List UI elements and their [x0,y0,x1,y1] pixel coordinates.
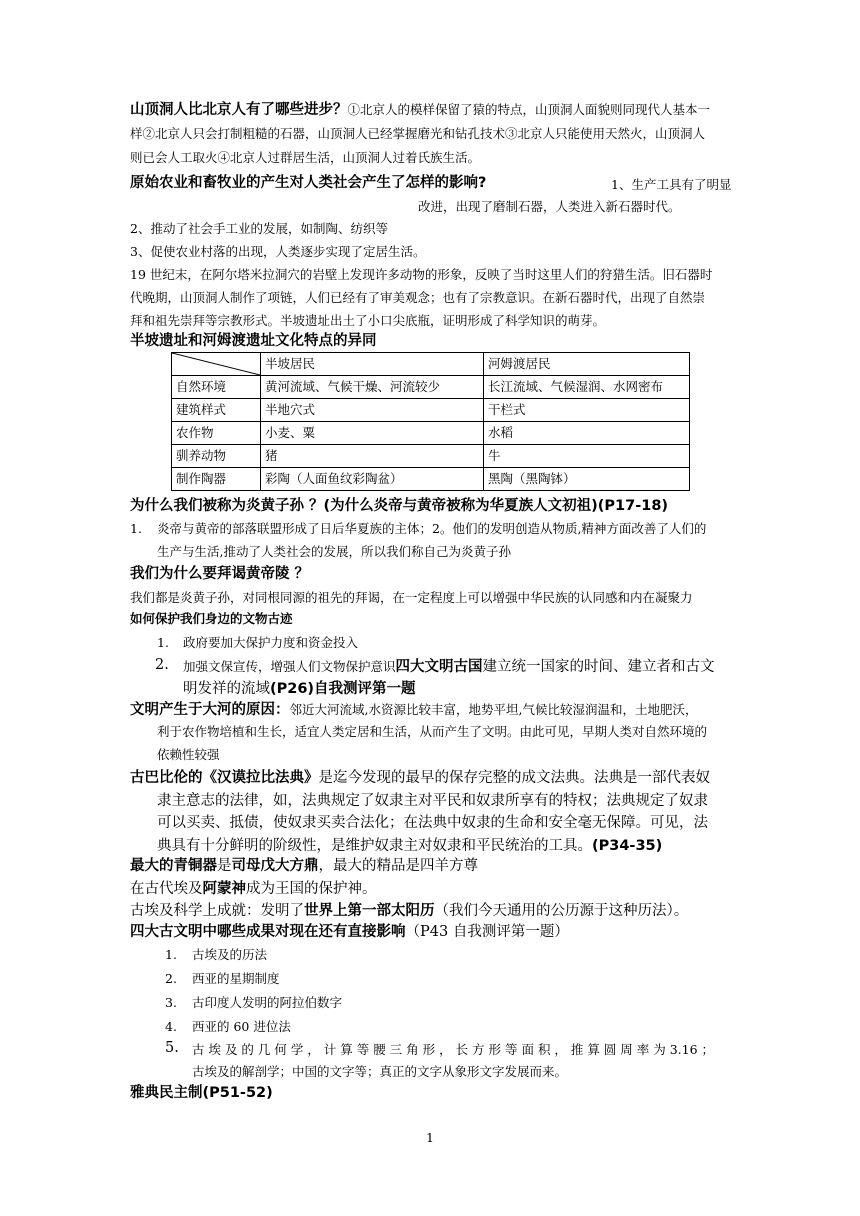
text-line: 3、促使农业村落的出现，人类逐步实现了定居生活。 [130,244,426,259]
text-line: 我们都是炎黄子孙，对同根同源的祖先的拜谒，在一定程度上可以增强中华民族的认同感和内在凝聚力 [130,590,693,605]
table-cell: 制作陶器 [172,468,261,491]
list-item: 政府要加大保护力度和资金投入 [183,635,359,650]
list-item: 西亚的星期制度 [192,971,280,986]
text-line: 改进，出现了磨制石器，人类进入新石器时代。 [418,199,681,214]
text-line: 山顶洞人比北京人有了哪些进步？①北京人的模样保留了猿的特点，山顶洞人面貌则同现代人基本一 [130,102,711,118]
text-line: 可以买卖、抵债，使奴隶买卖合法化；在法典中奴隶的生命和安全毫无保障。可见，法 [157,815,708,831]
text-line: 隶主意志的法律，如，法典规定了奴隶主对平民和奴隶所享有的特权；法典规定了奴隶 [157,793,708,809]
text-line: 四大古文明中哪些成果对现在还有直接影响（P43 自我测评第一题） [130,924,569,940]
text-line: 依赖性较强 [157,747,220,762]
table-row [172,376,690,399]
text-line: 19 世纪末，在阿尔塔米拉洞穴的岩壁上发现许多动物的形象，反映了当时这里人们的狩猎生活。旧石器时 [130,267,713,282]
list-number: 5. [165,1040,179,1056]
text-line: 利于农作物培植和生长，适宜人类定居和生活，从而产生了文明。由此可见，早期人类对自然环境的 [157,724,708,739]
table-cell: 干栏式 [484,399,690,422]
text-line: 拜和祖先崇拜等宗教形式。半坡遗址出土了小口尖底瓶，证明形成了科学知识的萌芽。 [130,313,606,328]
table-cell: 驯养动物 [172,445,261,468]
list-number: 1. [130,521,142,536]
text-line: 在古代埃及阿蒙神成为王国的保护神。 [130,881,377,897]
table-cell: 建筑样式 [172,399,261,422]
text-line: 明发祥的流域(P26)自我测评第一题 [183,681,416,697]
text-line: 1、生产工具有了明显 [611,177,732,192]
table-cell: 半地穴式 [261,399,484,422]
text-line: 则已会人工取火④北京人过群居生活，山顶洞人过着氏族生活。 [130,150,481,165]
table-cell: 农作物 [172,422,261,445]
question-heading: 雅典民主制(P51-52) [130,1085,273,1101]
text-line: 炎帝与黄帝的部落联盟形成了日后华夏族的主体；2。他们的发明创造从物质,精神方面改善了人们的 [157,521,707,536]
text-line: 样②北京人只会打制粗糙的石器，山顶洞人已经掌握磨光和钻孔技术③北京人只能使用天然火，山顶洞人 [130,126,706,141]
list-item: 古 埃 及 的 几 何 学 ， 计 算 等 腰 三 角 形 ， 长 方 形 等 面 积 ， 推 算 圆 周 率 为 3.16 ； [192,1042,715,1057]
page-number: 1 [426,1130,434,1145]
comparison-table [171,352,690,491]
list-number: 2. [165,971,177,986]
table-header-cell: 河姆渡居民 [484,353,690,376]
text-line: 典具有十分鲜明的阶级性，是维护奴隶主对奴隶和平民统治的工具。(P34-35) [157,838,663,854]
list-number: 1. [157,635,169,650]
question-heading: 我们为什么要拜谒黄帝陵 ？ [130,566,310,582]
table-cell: 彩陶（人面鱼纹彩陶盆） [261,468,484,491]
list-number: 2. [155,657,169,673]
list-item: 古埃及的历法 [192,947,268,962]
table-cell: 长江流域、气候湿润、水网密布 [484,376,690,399]
list-number: 4. [165,1019,177,1034]
diagonal-line-icon [172,353,260,375]
table-cell: 自然环境 [172,376,261,399]
table-cell: 小麦、粟 [261,422,484,445]
table-row [172,422,690,445]
question-heading: 原始农业和畜牧业的产生对人类社会产生了怎样的影响? [130,175,487,191]
table-title: 半坡遗址和河姆渡遗址文化特点的异同 [130,333,377,349]
table-row [172,445,690,468]
table-row [172,468,690,491]
question-heading: 四大古文明中哪些成果对现在还有直接影响 [130,924,406,940]
table-cell: 黄河流域、气候干燥、河流较少 [261,376,484,399]
table-header-row [172,353,690,376]
text-line: 最大的青铜器是司母戊大方鼎，最大的精品是四羊方尊 [130,858,478,874]
table-cell: 黑陶（黑陶钵） [484,468,690,491]
list-item: 西亚的 60 进位法 [192,1019,291,1034]
text-line: 古埃及科学上成就：发明了世界上第一部太阳历（我们今天通用的公历源于这种历法）。 [130,903,689,919]
question-heading: 如何保护我们身边的文物古迹 [130,611,293,626]
text-line: 2、推动了社会手工业的发展，如制陶、纺织等 [130,221,388,236]
table-header-cell: 半坡居民 [261,353,484,376]
table-corner-cell [172,353,261,376]
text-line: 代晚期，山顶洞人制作了项链，人们已经有了审美观念；也有了宗教意识。在新石器时代，出现了自然崇 [130,290,706,305]
text-line: 古巴比伦的《汉谟拉比法典》是迄今发现的最早的保存完整的成文法典。法典是一部代表奴 [130,770,710,786]
table-row [172,399,690,422]
question-heading: 山顶洞人比北京人有了哪些进步？ [130,102,348,118]
text-line: 生产与生活,推动了人类社会的发展，所以我们称自己为炎黄子孙 [157,544,511,559]
list-number: 1. [165,947,177,962]
table-cell: 牛 [484,445,690,468]
list-item: 加强文保宣传，增强人们文物保护意识四大文明古国建立统一国家的时间、建立者和古文 [183,659,715,675]
text-line: 古埃及的解剖学；中国的文字等；真正的文字从象形文字发展而来。 [192,1064,568,1079]
text-line: 文明产生于大河的原因：邻近大河流域,水资源比较丰富，地势平坦,气候比较湿润温和，土地肥沃， [130,702,698,718]
table-cell: 水稻 [484,422,690,445]
list-number: 3. [165,995,177,1010]
question-heading: 为什么我们被称为炎黄子孙 ？(为什么炎帝与黄帝被称为华夏族人文初祖)(P17-18) [130,498,669,514]
list-item: 古印度人发明的阿拉伯数字 [192,995,343,1010]
table-cell: 猪 [261,445,484,468]
question-heading: 文明产生于大河的原因： [130,702,290,718]
